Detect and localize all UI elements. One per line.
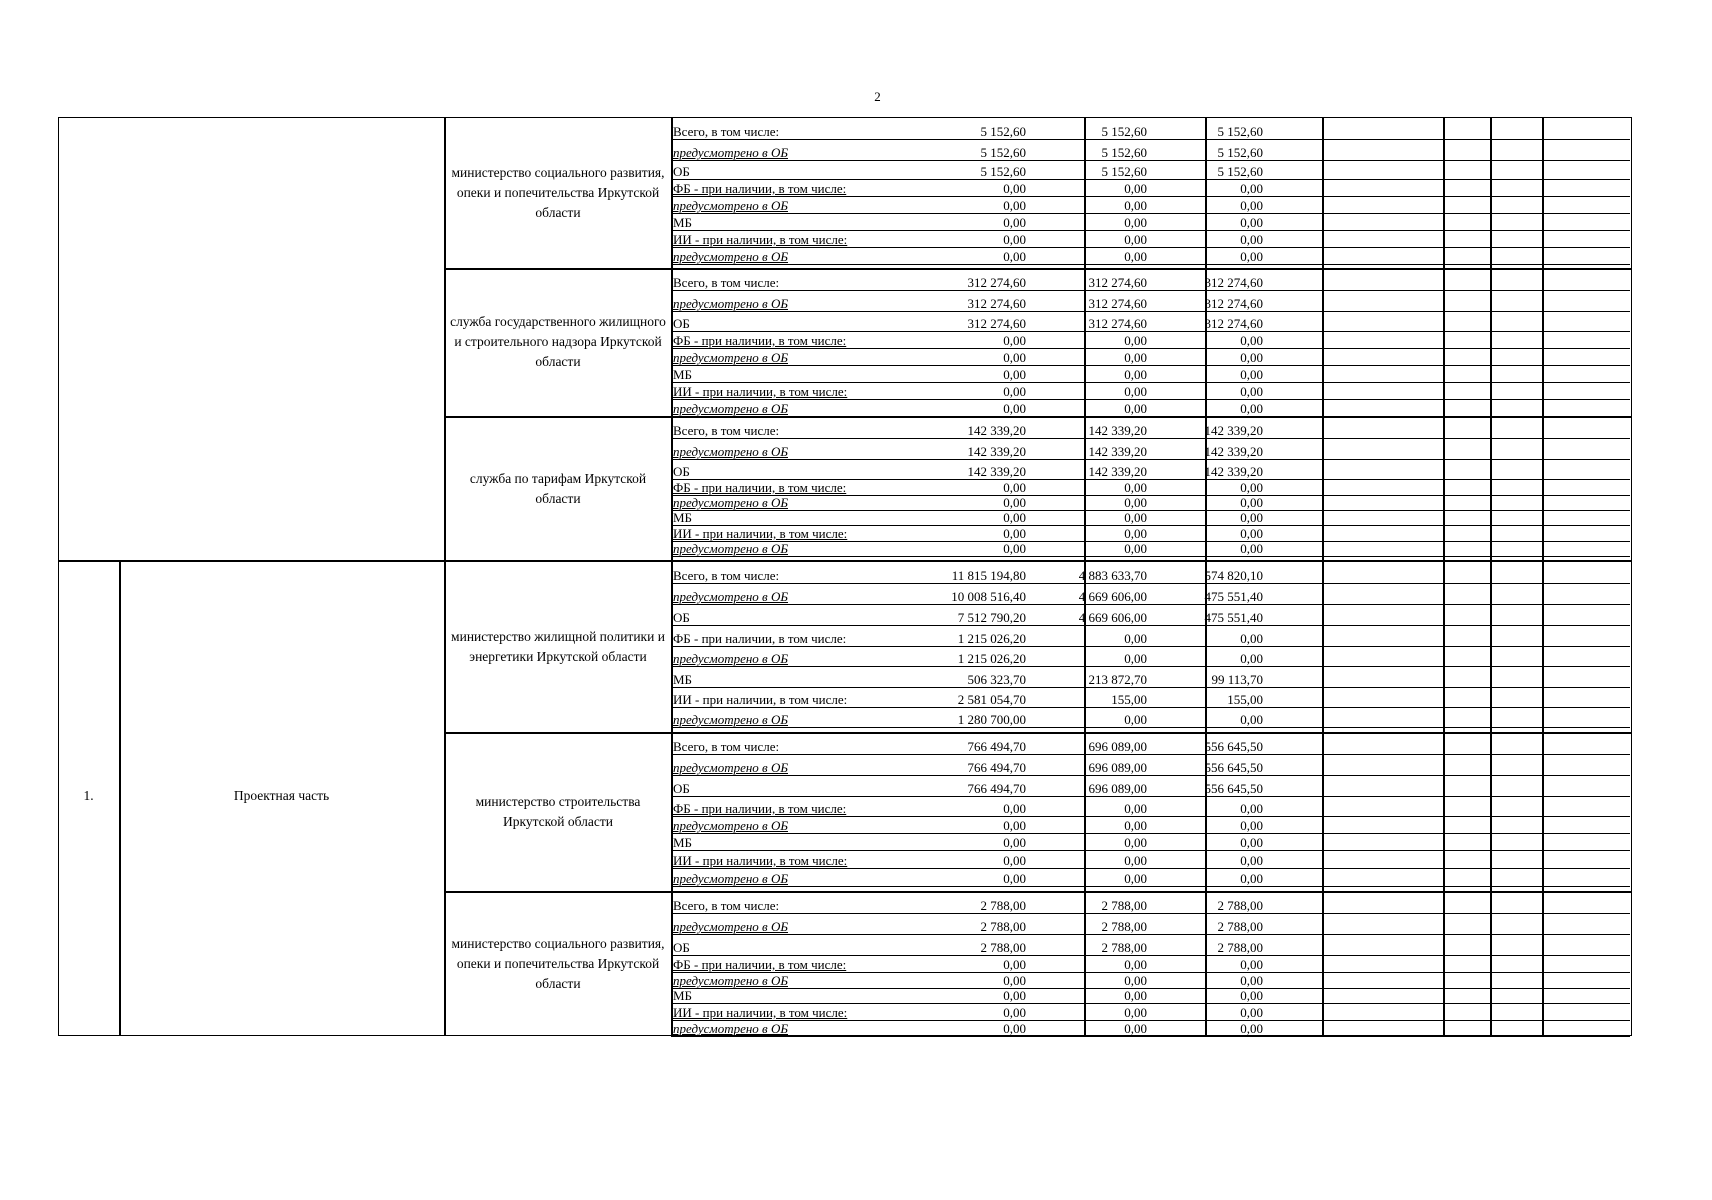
table-row [671, 834, 1630, 851]
amount-v1: 312 274,60 [967, 275, 1026, 290]
table-row [671, 776, 1630, 797]
amount-v2: 312 274,60 [1088, 296, 1147, 311]
amount-v1: 0,00 [1003, 495, 1026, 510]
row-label: Всего, в том числе: [673, 739, 780, 754]
page-number: 2 [874, 89, 881, 104]
amount-v3: 0,00 [1240, 631, 1263, 646]
amount-v2: 0,00 [1124, 526, 1147, 541]
amount-v3: 0,00 [1240, 973, 1263, 988]
amount-v2: 0,00 [1124, 215, 1147, 230]
table-row [671, 214, 1630, 231]
amount-v1: 0,00 [1003, 401, 1026, 416]
amount-v2: 155,00 [1111, 692, 1147, 707]
amount-v1: 506 323,70 [967, 672, 1026, 687]
amount-v2: 0,00 [1124, 350, 1147, 365]
row-label: МБ [673, 367, 693, 382]
table-row [671, 526, 1630, 542]
table-row [671, 1021, 1630, 1037]
amount-v2: 4 883 633,70 [1078, 568, 1147, 583]
amount-v1: 2 788,00 [980, 898, 1026, 913]
amount-v3: 0,00 [1240, 853, 1263, 868]
amount-v1: 142 339,20 [967, 423, 1026, 438]
table-row [671, 383, 1630, 400]
table-row [671, 231, 1630, 248]
table-row [671, 869, 1630, 887]
amount-v3: 142 339,20 [1204, 464, 1263, 479]
table-row [671, 161, 1630, 180]
amount-v1: 0,00 [1003, 818, 1026, 833]
amount-v1: 766 494,70 [967, 781, 1026, 796]
section-divider [58, 560, 1632, 562]
amount-v2: 696 089,00 [1088, 781, 1147, 796]
amount-v2: 0,00 [1124, 495, 1147, 510]
amount-v2: 0,00 [1124, 384, 1147, 399]
amount-v3: 0,00 [1240, 480, 1263, 495]
agency-name [446, 268, 670, 416]
item-number: 1. [83, 788, 94, 803]
amount-v3: 556 645,50 [1204, 781, 1263, 796]
agency-name [446, 117, 670, 268]
table-row [671, 989, 1630, 1004]
amount-v1: 0,00 [1003, 973, 1026, 988]
amount-v1: 0,00 [1003, 249, 1026, 264]
table-row [671, 563, 1630, 584]
row-label: предусмотрено в ОБ [673, 1021, 788, 1036]
amount-v3: 0,00 [1240, 401, 1263, 416]
row-label: ИИ - при наличии, в том числе: [673, 1005, 848, 1020]
amount-v1: 0,00 [1003, 988, 1026, 1003]
amount-v3: 0,00 [1240, 651, 1263, 666]
amount-v3: 0,00 [1240, 333, 1263, 348]
amount-v3: 142 339,20 [1204, 444, 1263, 459]
amount-v2: 0,00 [1124, 510, 1147, 525]
row-label: ИИ - при наличии, в том числе: [673, 853, 848, 868]
table-row [671, 914, 1630, 935]
row-label: предусмотрено в ОБ [673, 296, 788, 311]
amount-v1: 0,00 [1003, 333, 1026, 348]
amount-v2: 0,00 [1124, 1021, 1147, 1036]
row-label: МБ [673, 215, 693, 230]
row-label: МБ [673, 988, 693, 1003]
table-row [671, 688, 1630, 708]
amount-v1: 5 152,60 [980, 164, 1026, 179]
row-label: предусмотрено в ОБ [673, 589, 788, 604]
table-row [671, 542, 1630, 557]
amount-v2: 142 339,20 [1088, 423, 1147, 438]
amount-v1: 0,00 [1003, 1005, 1026, 1020]
amount-v2: 0,00 [1124, 973, 1147, 988]
amount-v1: 0,00 [1003, 526, 1026, 541]
row-label: предусмотрено в ОБ [673, 919, 788, 934]
table-row [671, 332, 1630, 349]
row-label: ФБ - при наличии, в том числе: [673, 333, 847, 348]
row-label: ФБ - при наличии, в том числе: [673, 631, 847, 646]
amount-v1: 5 152,60 [980, 145, 1026, 160]
amount-v3: 2 788,00 [1217, 919, 1263, 934]
table-row [671, 893, 1630, 914]
amount-v2: 696 089,00 [1088, 739, 1147, 754]
amount-v2: 4 669 606,00 [1078, 589, 1147, 604]
amount-v3: 312 274,60 [1204, 275, 1263, 290]
amount-v1: 142 339,20 [967, 464, 1026, 479]
amount-v3: 475 551,40 [1204, 589, 1263, 604]
row-label: ОБ [673, 940, 690, 955]
row-label: Всего, в том числе: [673, 124, 780, 139]
row-label: ОБ [673, 316, 690, 331]
amount-v1: 0,00 [1003, 801, 1026, 816]
amount-v1: 312 274,60 [967, 316, 1026, 331]
amount-v3: 142 339,20 [1204, 423, 1263, 438]
row-label: ФБ - при наличии, в том числе: [673, 801, 847, 816]
amount-v1: 0,00 [1003, 510, 1026, 525]
row-label: ИИ - при наличии, в том числе: [673, 692, 848, 707]
row-label: предусмотрено в ОБ [673, 198, 788, 213]
row-label: предусмотрено в ОБ [673, 541, 788, 556]
amount-v1: 0,00 [1003, 871, 1026, 886]
amount-v3: 0,00 [1240, 232, 1263, 247]
row-label: предусмотрено в ОБ [673, 818, 788, 833]
amount-v1: 0,00 [1003, 853, 1026, 868]
amount-v1: 2 788,00 [980, 940, 1026, 955]
table-row [671, 460, 1630, 480]
amount-v2: 213 872,70 [1088, 672, 1147, 687]
row-label: ОБ [673, 464, 690, 479]
amount-v2: 0,00 [1124, 988, 1147, 1003]
amount-v1: 0,00 [1003, 384, 1026, 399]
row-label: ФБ - при наличии, в том числе: [673, 480, 847, 495]
amount-v2: 0,00 [1124, 181, 1147, 196]
table-row [671, 496, 1630, 511]
amount-v2: 142 339,20 [1088, 444, 1147, 459]
table-row [671, 973, 1630, 989]
agency-name-label: министерство строительства Иркутской области [475, 793, 641, 829]
table-row [671, 140, 1630, 161]
table-row [671, 197, 1630, 214]
amount-v3: 155,00 [1227, 692, 1263, 707]
amount-v1: 10 008 516,40 [951, 589, 1026, 604]
row-label: Всего, в том числе: [673, 568, 780, 583]
amount-v2: 0,00 [1124, 853, 1147, 868]
table-row [671, 291, 1630, 312]
row-label: ОБ [673, 781, 690, 796]
row-label: ИИ - при наличии, в том числе: [673, 384, 848, 399]
amount-v2: 2 788,00 [1101, 898, 1147, 913]
amount-v2: 5 152,60 [1101, 124, 1147, 139]
table-row [671, 755, 1630, 776]
row-label: предусмотрено в ОБ [673, 973, 788, 988]
amount-v2: 0,00 [1124, 651, 1147, 666]
amount-v2: 0,00 [1124, 333, 1147, 348]
amount-v2: 312 274,60 [1088, 275, 1147, 290]
amount-v3: 0,00 [1240, 350, 1263, 365]
amount-v1: 0,00 [1003, 835, 1026, 850]
table-row [671, 119, 1630, 140]
table-row [671, 584, 1630, 605]
amount-v3: 0,00 [1240, 198, 1263, 213]
amount-v1: 2 788,00 [980, 919, 1026, 934]
amount-v1: 1 215 026,20 [957, 651, 1026, 666]
table-row [671, 734, 1630, 755]
amount-v1: 2 581 054,70 [957, 692, 1026, 707]
amount-v3: 2 788,00 [1217, 898, 1263, 913]
agency-name-label: министерство жилищной политики и энергетики Иркутской области [451, 628, 665, 664]
row-label: предусмотрено в ОБ [673, 495, 788, 510]
amount-v1: 1 280 700,00 [957, 712, 1026, 727]
amount-v3: 5 152,60 [1217, 164, 1263, 179]
item-title: Проектная часть [233, 788, 330, 803]
amount-v1: 312 274,60 [967, 296, 1026, 311]
agency-name [446, 732, 670, 891]
amount-v3: 0,00 [1240, 988, 1263, 1003]
amount-v2: 696 089,00 [1088, 760, 1147, 775]
amount-v2: 5 152,60 [1101, 145, 1147, 160]
amount-v3: 475 551,40 [1204, 610, 1263, 625]
amount-v2: 0,00 [1124, 232, 1147, 247]
amount-v2: 0,00 [1124, 631, 1147, 646]
row-label: ИИ - при наличии, в том числе: [673, 526, 848, 541]
row-label: ФБ - при наличии, в том числе: [673, 181, 847, 196]
amount-v2: 0,00 [1124, 835, 1147, 850]
table-row [671, 1004, 1630, 1021]
amount-v2: 0,00 [1124, 957, 1147, 972]
row-label: предусмотрено в ОБ [673, 401, 788, 416]
table-row [671, 647, 1630, 667]
amount-v2: 0,00 [1124, 712, 1147, 727]
amount-v3: 0,00 [1240, 835, 1263, 850]
amount-v1: 0,00 [1003, 1021, 1026, 1036]
table-row [671, 248, 1630, 265]
amount-v2: 4 669 606,00 [1078, 610, 1147, 625]
amount-v2: 0,00 [1124, 801, 1147, 816]
table-row [671, 605, 1630, 626]
row-label: ИИ - при наличии, в том числе: [673, 232, 848, 247]
amount-v1: 0,00 [1003, 215, 1026, 230]
amount-v3: 0,00 [1240, 367, 1263, 382]
table-row [671, 511, 1630, 526]
amount-v3: 2 788,00 [1217, 940, 1263, 955]
table-row [671, 270, 1630, 291]
amount-v1: 0,00 [1003, 367, 1026, 382]
amount-v3: 0,00 [1240, 712, 1263, 727]
amount-v1: 7 512 790,20 [957, 610, 1026, 625]
amount-v1: 1 215 026,20 [957, 631, 1026, 646]
amount-v2: 0,00 [1124, 541, 1147, 556]
table-row [671, 797, 1630, 817]
amount-v3: 0,00 [1240, 871, 1263, 886]
amount-v3: 312 274,60 [1204, 296, 1263, 311]
amount-v2: 0,00 [1124, 1005, 1147, 1020]
amount-v1: 0,00 [1003, 198, 1026, 213]
amount-v3: 5 152,60 [1217, 145, 1263, 160]
amount-v3: 99 113,70 [1211, 672, 1263, 687]
amount-v2: 0,00 [1124, 871, 1147, 886]
amount-v3: 0,00 [1240, 1005, 1263, 1020]
amount-v1: 0,00 [1003, 480, 1026, 495]
agency-name [446, 416, 670, 561]
amount-v3: 0,00 [1240, 510, 1263, 525]
agency-name [446, 891, 670, 1036]
amount-v2: 312 274,60 [1088, 316, 1147, 331]
amount-v1: 766 494,70 [967, 760, 1026, 775]
amount-v3: 556 645,50 [1204, 760, 1263, 775]
amount-v2: 0,00 [1124, 818, 1147, 833]
amount-v3: 312 274,60 [1204, 316, 1263, 331]
row-label: предусмотрено в ОБ [673, 651, 788, 666]
row-label: МБ [673, 510, 693, 525]
table-row [671, 708, 1630, 728]
row-label: предусмотрено в ОБ [673, 145, 788, 160]
amount-v2: 142 339,20 [1088, 464, 1147, 479]
row-label: ОБ [673, 164, 690, 179]
amount-v1: 0,00 [1003, 541, 1026, 556]
amount-v2: 2 788,00 [1101, 919, 1147, 934]
table-row [671, 935, 1630, 956]
table-row [671, 418, 1630, 439]
amount-v1: 0,00 [1003, 232, 1026, 247]
amount-v3: 0,00 [1240, 541, 1263, 556]
row-label: предусмотрено в ОБ [673, 444, 788, 459]
amount-v3: 0,00 [1240, 215, 1263, 230]
row-label: ОБ [673, 610, 690, 625]
amount-v1: 0,00 [1003, 181, 1026, 196]
table-row [671, 480, 1630, 496]
amount-v1: 0,00 [1003, 350, 1026, 365]
row-label: предусмотрено в ОБ [673, 350, 788, 365]
amount-v1: 766 494,70 [967, 739, 1026, 754]
amount-v3: 0,00 [1240, 384, 1263, 399]
amount-v2: 0,00 [1124, 198, 1147, 213]
amount-v2: 0,00 [1124, 480, 1147, 495]
row-label: Всего, в том числе: [673, 423, 780, 438]
table-row [671, 400, 1630, 417]
amount-v3: 0,00 [1240, 957, 1263, 972]
amount-v1: 0,00 [1003, 957, 1026, 972]
amount-v3: 0,00 [1240, 181, 1263, 196]
row-label: предусмотрено в ОБ [673, 871, 788, 886]
amount-v1: 5 152,60 [980, 124, 1026, 139]
row-label: Всего, в том числе: [673, 898, 780, 913]
amount-v3: 0,00 [1240, 495, 1263, 510]
amount-v3: 556 645,50 [1204, 739, 1263, 754]
amount-v2: 2 788,00 [1101, 940, 1147, 955]
amount-v3: 0,00 [1240, 249, 1263, 264]
amount-v3: 574 820,10 [1204, 568, 1263, 583]
row-label: ФБ - при наличии, в том числе: [673, 957, 847, 972]
amount-v2: 0,00 [1124, 367, 1147, 382]
table-row [671, 817, 1630, 834]
amount-v3: 0,00 [1240, 1021, 1263, 1036]
table-row [671, 366, 1630, 383]
agency-name [446, 561, 670, 732]
table-row [671, 180, 1630, 197]
table-row [671, 349, 1630, 366]
table-row [671, 851, 1630, 869]
amount-v2: 0,00 [1124, 249, 1147, 264]
row-label: МБ [673, 672, 693, 687]
amount-v1: 142 339,20 [967, 444, 1026, 459]
agency-name-label: министерство социального развития, опеки и попечительства Иркутской области [451, 935, 665, 991]
amount-v3: 0,00 [1240, 801, 1263, 816]
row-label: предусмотрено в ОБ [673, 760, 788, 775]
amount-v3: 0,00 [1240, 526, 1263, 541]
row-label: МБ [673, 835, 693, 850]
agency-name-label: министерство социального развития, опеки и попечительства Иркутской области [451, 164, 665, 220]
amount-v1: 11 815 194,80 [951, 568, 1026, 583]
agency-name-label: служба государственного жилищного и строительного надзора Иркутской области [450, 314, 666, 369]
table-row [671, 667, 1630, 688]
table-row [671, 626, 1630, 647]
amount-v2: 0,00 [1124, 401, 1147, 416]
table-row [671, 956, 1630, 973]
table-row [671, 439, 1630, 460]
amount-v3: 0,00 [1240, 818, 1263, 833]
table-row [671, 312, 1630, 332]
row-label: предусмотрено в ОБ [673, 249, 788, 264]
amount-v2: 5 152,60 [1101, 164, 1147, 179]
agency-name-label: служба по тарифам Иркутской области [469, 470, 647, 506]
amount-v3: 5 152,60 [1217, 124, 1263, 139]
row-label: предусмотрено в ОБ [673, 712, 788, 727]
row-label: Всего, в том числе: [673, 275, 780, 290]
